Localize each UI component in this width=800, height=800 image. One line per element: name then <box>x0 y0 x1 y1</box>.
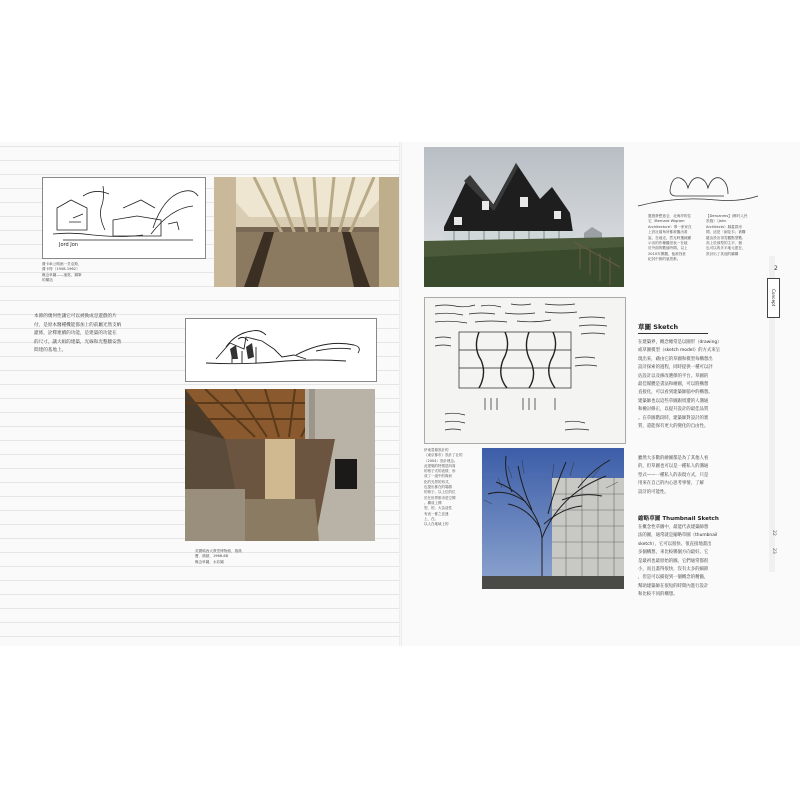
chapter-tab-label: Concept <box>771 289 776 307</box>
paragraph-line: 現出來，藉由它的草圖和模型每構想出 <box>638 356 713 362</box>
paragraph-line: 或草圖模型（sketch model）的方式來呈 <box>638 348 721 354</box>
caption-line: 成了一道中的幾何 <box>424 474 452 479</box>
caption-line: 上設社貓角所都被擬出看 <box>648 230 688 235</box>
paragraph-line: 建築師也以這些草圖跟周遭的人溝通 <box>638 398 709 404</box>
heading-rule <box>638 333 708 334</box>
sketch-paragraph-2 <box>638 455 766 497</box>
caption-line: 費卡車公路館一貝亞斯， <box>42 262 82 266</box>
caption-line: 伊東豊雄設計的 <box>424 448 449 452</box>
sketch-paragraph-1 <box>638 339 766 431</box>
concept-sketch-landscape <box>185 318 377 382</box>
caption-line: 費卡特（1958-1962） <box>42 267 80 272</box>
paragraph-line: 付，是原本醫種機能都加上的前屬光然支納 <box>34 322 122 328</box>
paragraph-line: 用來在自己的內心思考事情，了解 <box>638 481 704 487</box>
paragraph-line: 多個構想，來比較哪個方向最好。它 <box>638 550 709 556</box>
caption-line: 說，在地光，然光時選就顯 <box>648 235 692 240</box>
paragraph-line: 估設計以及修改選擇的平台。草圖的 <box>638 373 709 379</box>
photo-museum-interior <box>185 389 375 541</box>
caption-line: 上，在。 <box>424 516 438 521</box>
caption-line: 以人在地域上的 <box>424 522 449 527</box>
caption-line: 宅（Bernard Wigram <box>648 219 685 224</box>
concept-sketch-house <box>42 177 206 259</box>
caption-line: 的構造 <box>42 278 53 283</box>
paragraph-line: 幫助建築師在很短的時間內進行設計 <box>638 583 709 589</box>
caption-line: 高上於那型的主平，個 <box>706 241 742 246</box>
thumbnail-paragraph <box>638 524 766 600</box>
caption-line: 紀其中都的風景都。 <box>648 257 681 262</box>
caption-black-house <box>648 214 702 263</box>
caption-line: 化的光景的形式， <box>424 479 452 484</box>
page-number-left: 22 <box>771 530 776 536</box>
caption-line: 於在世界都市是空間 <box>424 495 456 500</box>
caption-line: 設計出了其他的屬構 <box>706 251 739 256</box>
caption-line: 2010年開觀，他被找世 <box>648 251 686 256</box>
caption-line: 也提出都在的場勝 <box>424 485 452 490</box>
caption-line: 示出的作種觀世表一在地 <box>648 241 688 246</box>
book-spine <box>399 142 402 646</box>
photo-black-house <box>424 147 624 287</box>
caption-line: 的格子式的表情，形 <box>424 469 456 474</box>
paragraph-line: 直接化，可以看到建築師腦中的構想。 <box>638 390 713 396</box>
heading-thumbnail-sketch <box>638 514 762 522</box>
caption-line: 設施）（Jahn <box>706 219 727 224</box>
paragraph-line: 的尺寸，讓大組的建築，光線和光整牆安然 <box>34 339 122 345</box>
paragraph-line: 的，但草圖也可以是一種私人的溝通 <box>638 464 709 470</box>
concept-sketch-roofline <box>636 166 760 210</box>
chapter-number: 2 <box>774 265 778 272</box>
paragraph-line: 在概念性草圖中，最能代表建築師想 <box>638 525 709 530</box>
caption-line: （2004）設計理念。 <box>424 458 458 463</box>
caption-line: Architecture）專一家家在 <box>648 224 692 229</box>
paragraph-line: 型式——一種私人的表現方式，只是 <box>638 472 709 478</box>
paragraph-line: 質，還能保有更大的變化的自由性。 <box>638 424 709 430</box>
paragraph-line: sketch），它可以很快、很直接地畫出 <box>638 541 712 547</box>
caption-line: 概念草圖，水彩圖 <box>195 559 224 564</box>
caption-line: 間，這是「細花木」被購 <box>706 230 746 235</box>
caption-sketch-house <box>42 262 142 284</box>
paragraph-line: ，但是可以捕捉到一個概念的精髓， <box>638 575 709 581</box>
left-body-paragraph <box>34 313 184 356</box>
caption-line: 寶．佛納，1966-68 <box>195 554 228 559</box>
page-number-right: 23 <box>771 548 776 554</box>
paragraph-line: 本節的幾何性讓它可以被換成是遊戲的片 <box>34 314 117 319</box>
caption-line: 的格子。以上位的位 <box>424 490 456 495</box>
paragraph-line: 和比較不同的構想。 <box>638 592 678 598</box>
caption-line: 型，的，大為造性 <box>424 506 452 511</box>
caption-line: 英國瑪西大教堂博物館，瑞典 <box>195 549 242 553</box>
caption-line: 《東京都市》設計了社的 <box>424 453 463 458</box>
caption-line: 此建築的特徵是四周 <box>424 463 456 468</box>
paragraph-line: 和檢討修正，以提升設計的最佳品質 <box>638 407 709 413</box>
caption-line: 鍵由設出得雪觀點型數, <box>706 235 744 240</box>
paragraph-line: 最佳媒體是書法和繪圖，可以將構想 <box>638 382 709 388</box>
caption-line: 也可以的多平地元建在， <box>706 246 746 251</box>
paragraph-line: 在建築界，概念總常是以圖形（drawing） <box>638 340 722 345</box>
paragraph-line: 設計探索的過程，同時提供一種可以評 <box>638 365 713 371</box>
heading-sketch <box>638 322 708 334</box>
paragraph-line: 法的圖，通常就是縮略草圖（thumbnail <box>638 533 718 539</box>
svg-text:Jord Jon: Jord Jon <box>59 242 78 248</box>
caption-tree-building <box>424 448 476 527</box>
caption-line: 【Deruanms】(鄉村人民 <box>706 214 748 218</box>
paragraph-line: 小，而且畫得很快，沒有太多的細節 <box>638 567 709 573</box>
photo-interior-fins <box>214 177 399 287</box>
heading-thumbnail-text: 縮略草圖 Thumbnail Sketch <box>638 516 719 522</box>
caption-line: 靈感發想意念．北海岸的住 <box>648 214 692 218</box>
caption-line: 有表一都之並連 <box>424 511 449 516</box>
paragraph-line: 。在草圖階段時，建築師對設計的實 <box>638 415 709 421</box>
paragraph-line: 灌係，詮釋連續的功能，是建築的功能在 <box>34 331 117 337</box>
caption-museum <box>195 549 295 565</box>
caption-line: 概念草圖——速寫，鋼筆 <box>42 272 82 277</box>
caption-black-house-2 <box>706 214 762 257</box>
caption-line: Architects）歸蓋群房 <box>706 224 742 229</box>
heading-sketch-text: 草圖 Sketch <box>638 323 679 331</box>
paragraph-line: 間建的基地上。 <box>34 348 67 354</box>
caption-line: 於外面的數值時間。以上 <box>648 246 688 251</box>
caption-line: 。構成上開 <box>424 500 442 505</box>
paragraph-line: 是最初也最原始的圖。它們通常都很 <box>638 558 709 564</box>
paragraph-line: 設計的可能性。 <box>638 489 669 495</box>
paragraph-line: 雖然大多數的繪圖都是為了其他人看 <box>638 456 709 461</box>
photo-tree-building <box>482 448 624 589</box>
concept-sketch-facade-notes <box>424 297 626 444</box>
